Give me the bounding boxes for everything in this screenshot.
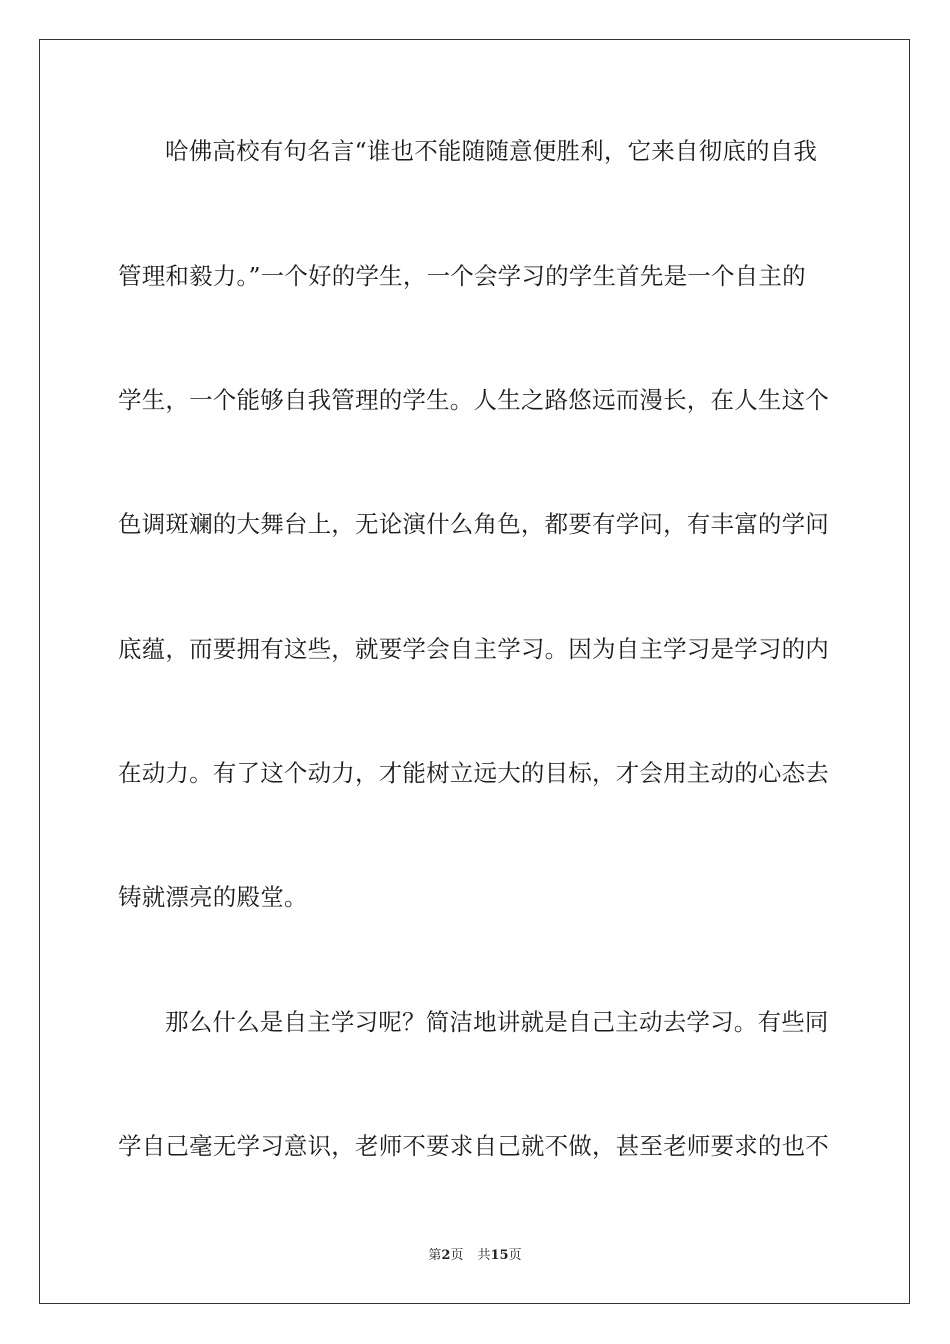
footer-page-number: 2 — [441, 1248, 451, 1263]
paragraph-2-line-1: 那么什么是自主学习呢？简洁地讲就是自己主动去学习。有些同 — [165, 1008, 829, 1036]
paragraph-1-line-7: 铸就漂亮的殿堂。 — [118, 883, 308, 911]
page-border — [39, 39, 910, 1304]
paragraph-1-line-1: 哈佛高校有句名言“谁也不能随随意便胜利，它来自彻底的自我 — [165, 137, 818, 165]
paragraph-1-line-6: 在动力。有了这个动力，才能树立远大的目标，才会用主动的心态去 — [118, 759, 829, 787]
footer-page-suffix: 页 — [450, 1248, 464, 1263]
paragraph-1-line-5: 底蕴，而要拥有这些，就要学会自主学习。因为自主学习是学习的内 — [118, 635, 829, 663]
footer-total-suffix: 页 — [508, 1248, 522, 1263]
footer-total-prefix: 共 — [477, 1248, 491, 1263]
footer-page-prefix: 第 — [428, 1248, 442, 1263]
paragraph-1-line-3: 学生，一个能够自我管理的学生。人生之路悠远而漫长，在人生这个 — [118, 386, 829, 414]
footer-total-pages: 15 — [490, 1248, 509, 1263]
paragraph-2-line-2: 学自己毫无学习意识，老师不要求自己就不做，甚至老师要求的也不 — [118, 1132, 829, 1160]
page-footer — [0, 1248, 950, 1264]
paragraph-1-line-2: 管理和毅力。”一个好的学生，一个会学习的学生首先是一个自主的 — [118, 262, 806, 290]
paragraph-1-line-4: 色调斑斓的大舞台上，无论演什么角色，都要有学问，有丰富的学问 — [118, 510, 829, 538]
